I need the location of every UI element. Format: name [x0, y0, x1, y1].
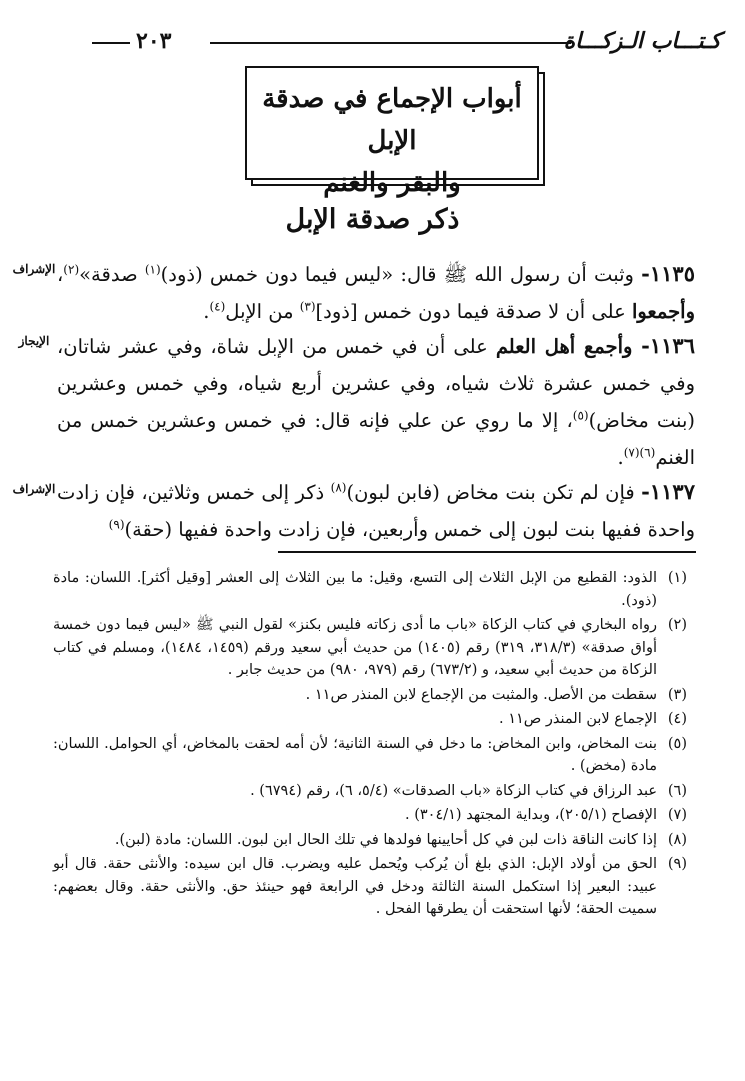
page-number-rule	[92, 42, 130, 44]
footnote	[53, 567, 687, 612]
footnote	[53, 614, 687, 682]
paragraph-text: ، إلا ما روي عن علي فإنه قال: في خمس وعشرين خمس من الغنم	[57, 409, 695, 469]
footnote	[53, 684, 687, 707]
footnote-ref: (٥)	[572, 408, 589, 423]
footnote-number: (٦)	[667, 782, 687, 799]
footnote-text: الحق من أولاد الإبل: الذي بلغ أن يُركب ويُحمل عليه ويضرب. قال ابن سيده: والأنثى حقة. قال أبو عبيد: البعير إذا استكمل السنة الثالثة ودخل في الرابعة فهو حينئذ حق. والأنثى حقة. وقال بعضهم: سميت الحقة؛ لأنها استحقت أن يطرقها الفحل .	[53, 856, 657, 917]
section-title: ذكر صدقة الإبل	[285, 204, 460, 235]
footnote-number: (٢)	[667, 617, 687, 633]
footnote-number: (٨)	[667, 831, 687, 848]
footnote-text: إذا كانت الناقة ذات لبن في كل أحايينها فولدها في تلك الحال ابن لبون. اللسان: مادة (لبن).	[114, 831, 657, 848]
footnote	[53, 733, 687, 778]
footnote-text: الإجماع لابن المنذر ص١١ .	[498, 711, 657, 727]
paragraph-number: ١١٣٧-	[641, 479, 695, 504]
header-title: كـتـــاب الـزكـــاة	[563, 28, 721, 54]
paragraph-text: .	[617, 446, 624, 469]
bold-phrase: وأجمعوا	[631, 300, 695, 323]
footnote-ref: (٣)	[299, 299, 316, 314]
paragraph-number: ١١٣٥-	[641, 261, 695, 286]
paragraph-text: على أن لا صدقة فيما دون خمس [ذود]	[315, 300, 632, 323]
footnote-ref: (٦)(٧)	[623, 445, 656, 460]
paragraph-1137	[57, 473, 695, 548]
paragraph-text: وثبت أن رسول الله ﷺ قال: «ليس فيما دون خمس (ذود)	[160, 263, 642, 286]
footnote-ref: (٢)	[63, 262, 80, 277]
paragraph-text: فإن لم تكن بنت مخاض (فابن لبون)	[346, 481, 642, 504]
footnote	[53, 829, 687, 852]
paragraph-text: ،	[57, 263, 64, 286]
footnote-text: رواه البخاري في كتاب الزكاة «باب ما أدى زكاته فليس بكنز» لقول النبي ﷺ «ليس فيما دون خمسة أواق صدقة» (٣١٨/٣، ٣١٩) رقم (١٤٠٥) من حديث أبي سعيد ورقم (١٤٥٩، ١٤٨٤)، ومسلم في كتاب الزكاة من حديث أبي سعيد، و (٦٧٣/٢) رقم (٩٧٩، ٩٨٠) من حديث جابر .	[53, 617, 657, 678]
footnote-text: الذود: القطيع من الإبل الثلاث إلى التسع، وقيل: ما بين الثلاث إلى العشر [وقيل أكثر]. اللسان: مادة (ذود).	[53, 570, 657, 609]
footnote-ref: (٩)	[108, 517, 125, 532]
footnote-ref: (١)	[144, 262, 161, 277]
footnote-number: (٧)	[667, 807, 687, 823]
chapter-box	[245, 66, 539, 198]
chapter-heading	[261, 78, 523, 198]
bold-phrase: وأجمع أهل العلم	[495, 335, 642, 358]
header-rule	[210, 42, 571, 44]
footnotes	[53, 567, 687, 923]
footnote-text: سقطت من الأصل. والمثبت من الإجماع لابن المنذر ص١١ .	[305, 686, 657, 703]
running-header	[92, 28, 721, 52]
paragraph-text: ذكر إلى خمس وثلاثين، فإن زادت واحدة ففيها بنت لبون إلى خمس وأربعين، فإن زادت واحدة ففيها (حقة)	[57, 481, 695, 541]
footnote-text: بنت المخاض، وابن المخاض: ما دخل في السنة الثانية؛ لأن أمه لحقت بالمخاض، أي الحوامل. اللسان: مادة (مخض) .	[53, 735, 657, 774]
footnote	[53, 853, 687, 921]
footnote	[53, 804, 687, 827]
footnote-number: (٣)	[667, 686, 687, 703]
footnote-text: الإفصاح (٢٠٥/١)، وبداية المجتهد (٣٠٤/١) .	[404, 807, 657, 823]
footnote-text: عبد الرزاق في كتاب الزكاة «باب الصدقات» (٥/٤، ٦)، رقم (٦٧٩٤) .	[250, 782, 657, 799]
footnote	[53, 708, 687, 731]
footnote-number: (١)	[667, 570, 687, 586]
footnote	[53, 780, 687, 803]
paragraph-text: على أن في خمس من الإبل شاة، وفي عشر شاتان، وفي خمس عشرة ثلاث شياه، وفي عشرين أربع شياه، وفي خمس وعشرين (بنت مخاض)	[57, 335, 695, 432]
chapter-heading-line-2: والبقر والغنم	[323, 168, 461, 198]
paragraph-1136	[57, 327, 695, 476]
paragraph-text: صدقة»	[79, 263, 145, 286]
footnote-ref: (٨)	[330, 480, 347, 495]
margin-source-label: الإيجاز	[18, 334, 50, 348]
paragraph-text: .	[203, 300, 210, 323]
footnote-ref: (٤)	[209, 299, 226, 314]
paragraph-text: من الإبل	[225, 300, 300, 323]
footnote-number: (٩)	[667, 856, 687, 872]
paragraph-number: ١١٣٦-	[641, 333, 695, 358]
footnote-separator	[278, 551, 696, 553]
footnote-number: (٥)	[667, 735, 687, 752]
margin-source-label: الإشراف	[12, 262, 56, 276]
margin-source-label: الإشراف	[12, 482, 56, 496]
paragraph-1135	[57, 255, 695, 330]
chapter-heading-line-1: أبواب الإجماع في صدقة الإبل	[262, 84, 522, 156]
footnote-number: (٤)	[667, 711, 687, 727]
page-number: ٢٠٣	[136, 28, 172, 54]
